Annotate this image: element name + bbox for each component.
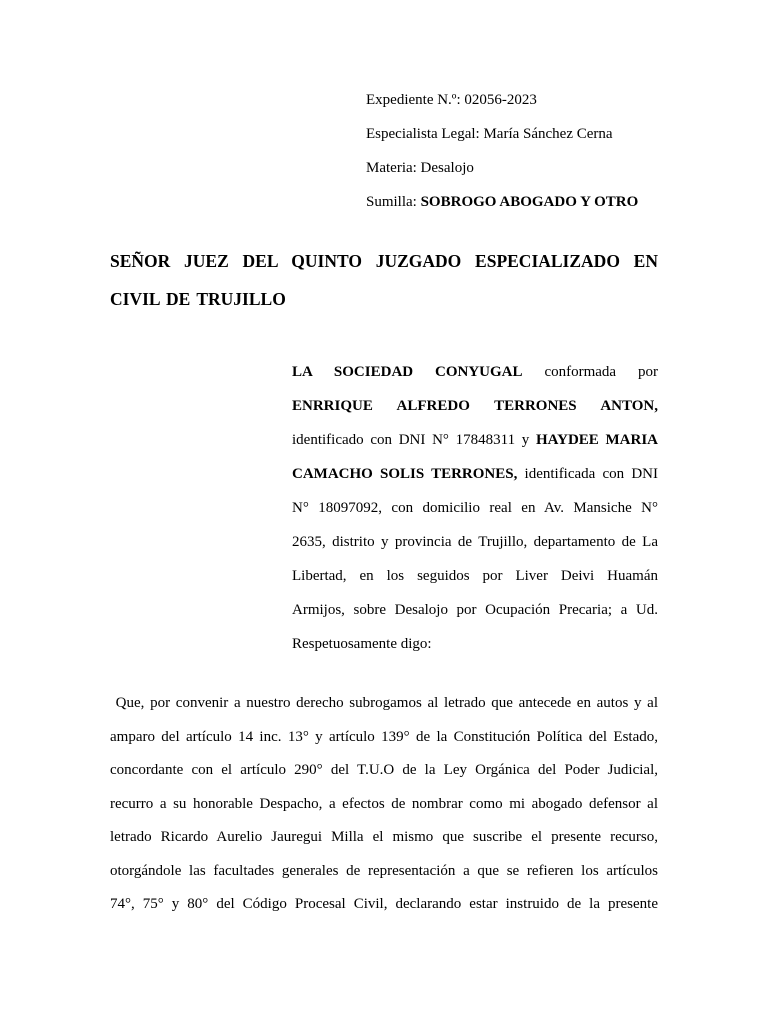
court-title [110,242,658,318]
body-line: recurro a su honorable Despacho, a efectos de nombrar como mi abogado defensor al [110,795,658,812]
body-line: letrado Ricardo Aurelio Jauregui Milla el mismo que suscribe el presente recurso, [110,829,658,845]
party-text: conformada por [522,364,658,380]
body-paragraph [110,687,658,922]
party-line [292,423,658,457]
party-bold: ENRRIQUE ALFREDO TERRONES ANTON, [292,398,658,414]
sumilla-label: Sumilla: [366,194,421,210]
party-introduction [292,355,658,661]
expediente-line: Expediente N.º: 02056-2023 [366,92,537,108]
party-line: Libertad, en los seguidos por Liver Deivi Huamán [292,568,658,584]
court-title-line-2: CIVIL DE TRUJILLO [110,289,286,309]
body-line: 74°, 75° y 80° del Código Procesal Civil, declarando estar instruido de la presente [110,896,658,912]
party-text: identificada con DNI [517,466,658,482]
party-line: 2635, distrito y provincia de Trujillo, departamento de La [292,534,658,550]
party-text: identificado con DNI N° 17848311 y [292,432,536,448]
party-bold: CAMACHO SOLIS TERRONES, [292,466,518,482]
party-bold: HAYDEE MARIA [536,432,659,448]
party-line: Respetuosamente digo: [292,636,432,652]
party-line: N° 18097092, con domicilio real en Av. Mansiche N° [292,500,658,516]
case-header [366,83,638,219]
party-bold: LA SOCIEDAD CONYUGAL [292,364,523,380]
body-line: otorgándole las facultades generales de representación a que se refieren los artículos [110,862,658,879]
materia-line: Materia: Desalojo [366,160,474,176]
court-title-line-1: SEÑOR JUEZ DEL QUINTO JUZGADO ESPECIALIZADO EN [110,251,658,271]
body-line: amparo del artículo 14 inc. 13° y artículo 139° de la Constitución Política del Estado, [110,728,658,745]
party-line: Armijos, sobre Desalojo por Ocupación Precaria; a Ud. [292,602,658,618]
party-line [292,389,658,423]
body-line: Que, por convenir a nuestro derecho subrogamos al letrado que antecede en autos y al [110,695,658,711]
body-line: concordante con el artículo 290° del T.U.O de la Ley Orgánica del Poder Judicial, [110,762,658,778]
sumilla-line [366,185,638,219]
party-line [292,355,658,389]
especialista-line: Especialista Legal: María Sánchez Cerna [366,126,613,142]
party-line [292,457,658,491]
sumilla-value: SOBROGO ABOGADO Y OTRO [420,194,639,210]
